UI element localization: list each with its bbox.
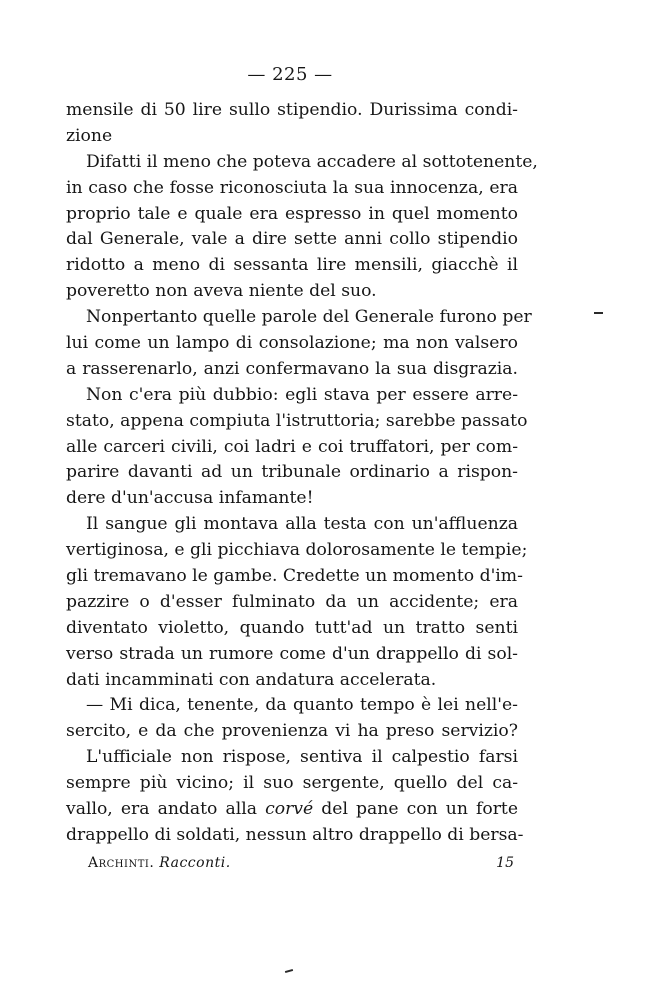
text-line: pazzire o d'esser fulminato da un accidente; era [66, 591, 518, 612]
scan-mark [285, 969, 293, 973]
text-line-segment: vallo, era andato alla [66, 799, 257, 820]
body-text [66, 98, 538, 849]
text-line: dal Generale, vale a dire sette anni collo stipendio [66, 229, 518, 250]
text-line: gli tremavano le gambe. Credette un momento d'im- [66, 566, 523, 587]
text-line: diventato violetto, quando tutt'ad un tratto senti [66, 617, 518, 638]
text-line: dere d'un'accusa infamante! [66, 488, 314, 509]
text-line: Nonpertanto quelle parole del Generale furono per [86, 307, 532, 328]
text-line: alle carceri civili, coi ladri e coi truffatori, per com- [66, 436, 518, 457]
text-line: stato, appena compiuta l'istruttoria; sarebbe passato [66, 410, 528, 431]
text-line: dati incamminati con andatura accelerata. [66, 669, 437, 690]
text-line: mensile di 50 lire sullo stipendio. Durissima condi- [66, 100, 518, 120]
text-line: verso strada un rumore come d'un drappello di sol- [66, 643, 518, 664]
page-number: — 225 — [247, 64, 333, 85]
text-line [66, 797, 518, 823]
text-line-segment: del pane con un forte [321, 799, 518, 820]
text-line: sercito, e da che provenienza vi ha preso servizio? [66, 721, 518, 742]
text-line: a rasserenarlo, anzi confermavano la sua disgrazia. [66, 358, 518, 379]
text-line: L'ufficiale non rispose, sentiva il calpestio farsi [86, 747, 518, 768]
text-line: Difatti il meno che poteva accadere al sottotenente, [86, 151, 538, 172]
text-line: — Mi dica, tenente, da quanto tempo è lei nell'e- [86, 695, 518, 716]
text-line: vertiginosa, e gli picchiava dolorosamente le tempie; [66, 540, 528, 561]
footer-running-title [88, 855, 231, 871]
text-line: zione [66, 125, 113, 146]
footer-author: Archinti. [88, 855, 155, 871]
text-line: Non c'era più dubbio: egli stava per essere arre- [86, 384, 518, 405]
text-line: sempre più vicino; il suo sergente, quello del ca- [66, 773, 518, 794]
text-line: ridotto a meno di sessanta lire mensili, giacchè il [66, 255, 518, 276]
text-line: lui come un lampo di consolazione; ma non valsero [66, 333, 518, 354]
footer-title: Racconti. [159, 855, 231, 871]
footer-signature-mark: 15 [496, 855, 514, 871]
text-line: poveretto non aveva niente del suo. [66, 281, 377, 302]
italic-word: corvé [265, 799, 314, 820]
scan-mark [594, 312, 603, 314]
text-line: parire davanti ad un tribunale ordinario a rispon- [66, 462, 518, 483]
text-line: proprio tale e quale era espresso in quel momento [66, 203, 518, 224]
text-line: drappello di soldati, nessun altro drappello di bersa- [66, 824, 524, 845]
text-line: Il sangue gli montava alla testa con un'affluenza [86, 514, 518, 535]
text-line: in caso che fosse riconosciuta la sua innocenza, era [66, 177, 518, 198]
